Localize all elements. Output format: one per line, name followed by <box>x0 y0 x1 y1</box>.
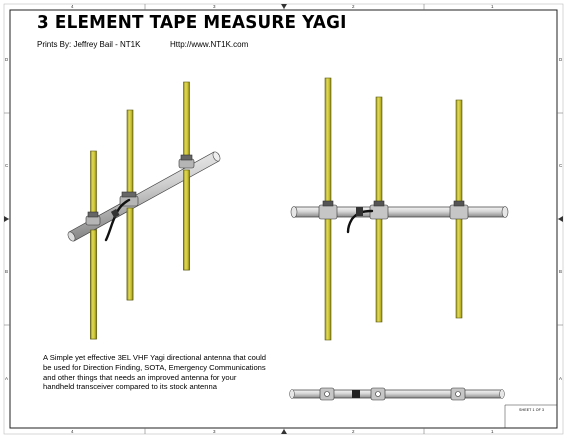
clamp-driven-top <box>370 201 388 219</box>
row-mark-left-4: A <box>5 376 9 381</box>
row-mark-right-4: A <box>559 376 563 381</box>
row-mark-right-3: B <box>559 269 563 274</box>
row-mark-left-2: C <box>5 163 9 168</box>
perspective-view <box>66 82 221 339</box>
row-mark-right-2: C <box>559 163 563 168</box>
description-text <box>43 353 333 392</box>
col-mark-bottom-2: 3 <box>213 429 216 434</box>
credits-text: Prints By: Jeffrey Bail - NT1K <box>37 40 141 49</box>
description-line: and other things that needs an improved antenna for your <box>43 372 237 382</box>
clamp-director-top <box>450 201 468 219</box>
row-mark-left-3: B <box>5 269 9 274</box>
website-link[interactable]: Http://www.NT1K.com <box>170 40 249 49</box>
clamp-director <box>179 155 194 168</box>
col-mark-bottom-1: 4 <box>71 429 74 434</box>
col-mark-bottom-3: 2 <box>352 429 355 434</box>
drawing-title: 3 ELEMENT TAPE MEASURE YAGI <box>37 13 347 33</box>
clamp-reflector-top <box>319 201 337 219</box>
col-mark-top-2: 3 <box>213 4 216 9</box>
col-mark-top-3: 2 <box>352 4 355 9</box>
row-mark-right-1: D <box>559 57 563 62</box>
description-line: handheld transceiver compared to its stock antenna <box>43 382 217 392</box>
col-mark-bottom-4: 1 <box>491 429 494 434</box>
sheet-number: SHEET 1 OF 3 <box>519 408 545 412</box>
col-mark-top-4: 1 <box>491 4 494 9</box>
description-line: be used for Direction Finding, SOTA, Emergency Communications <box>43 362 266 372</box>
col-mark-top-1: 4 <box>71 4 74 9</box>
clamp-reflector <box>86 212 100 225</box>
row-mark-left-1: D <box>5 57 9 62</box>
top-view <box>291 78 508 340</box>
description-line: A Simple yet effective 3EL VHF Yagi directional antenna that could <box>43 353 267 362</box>
